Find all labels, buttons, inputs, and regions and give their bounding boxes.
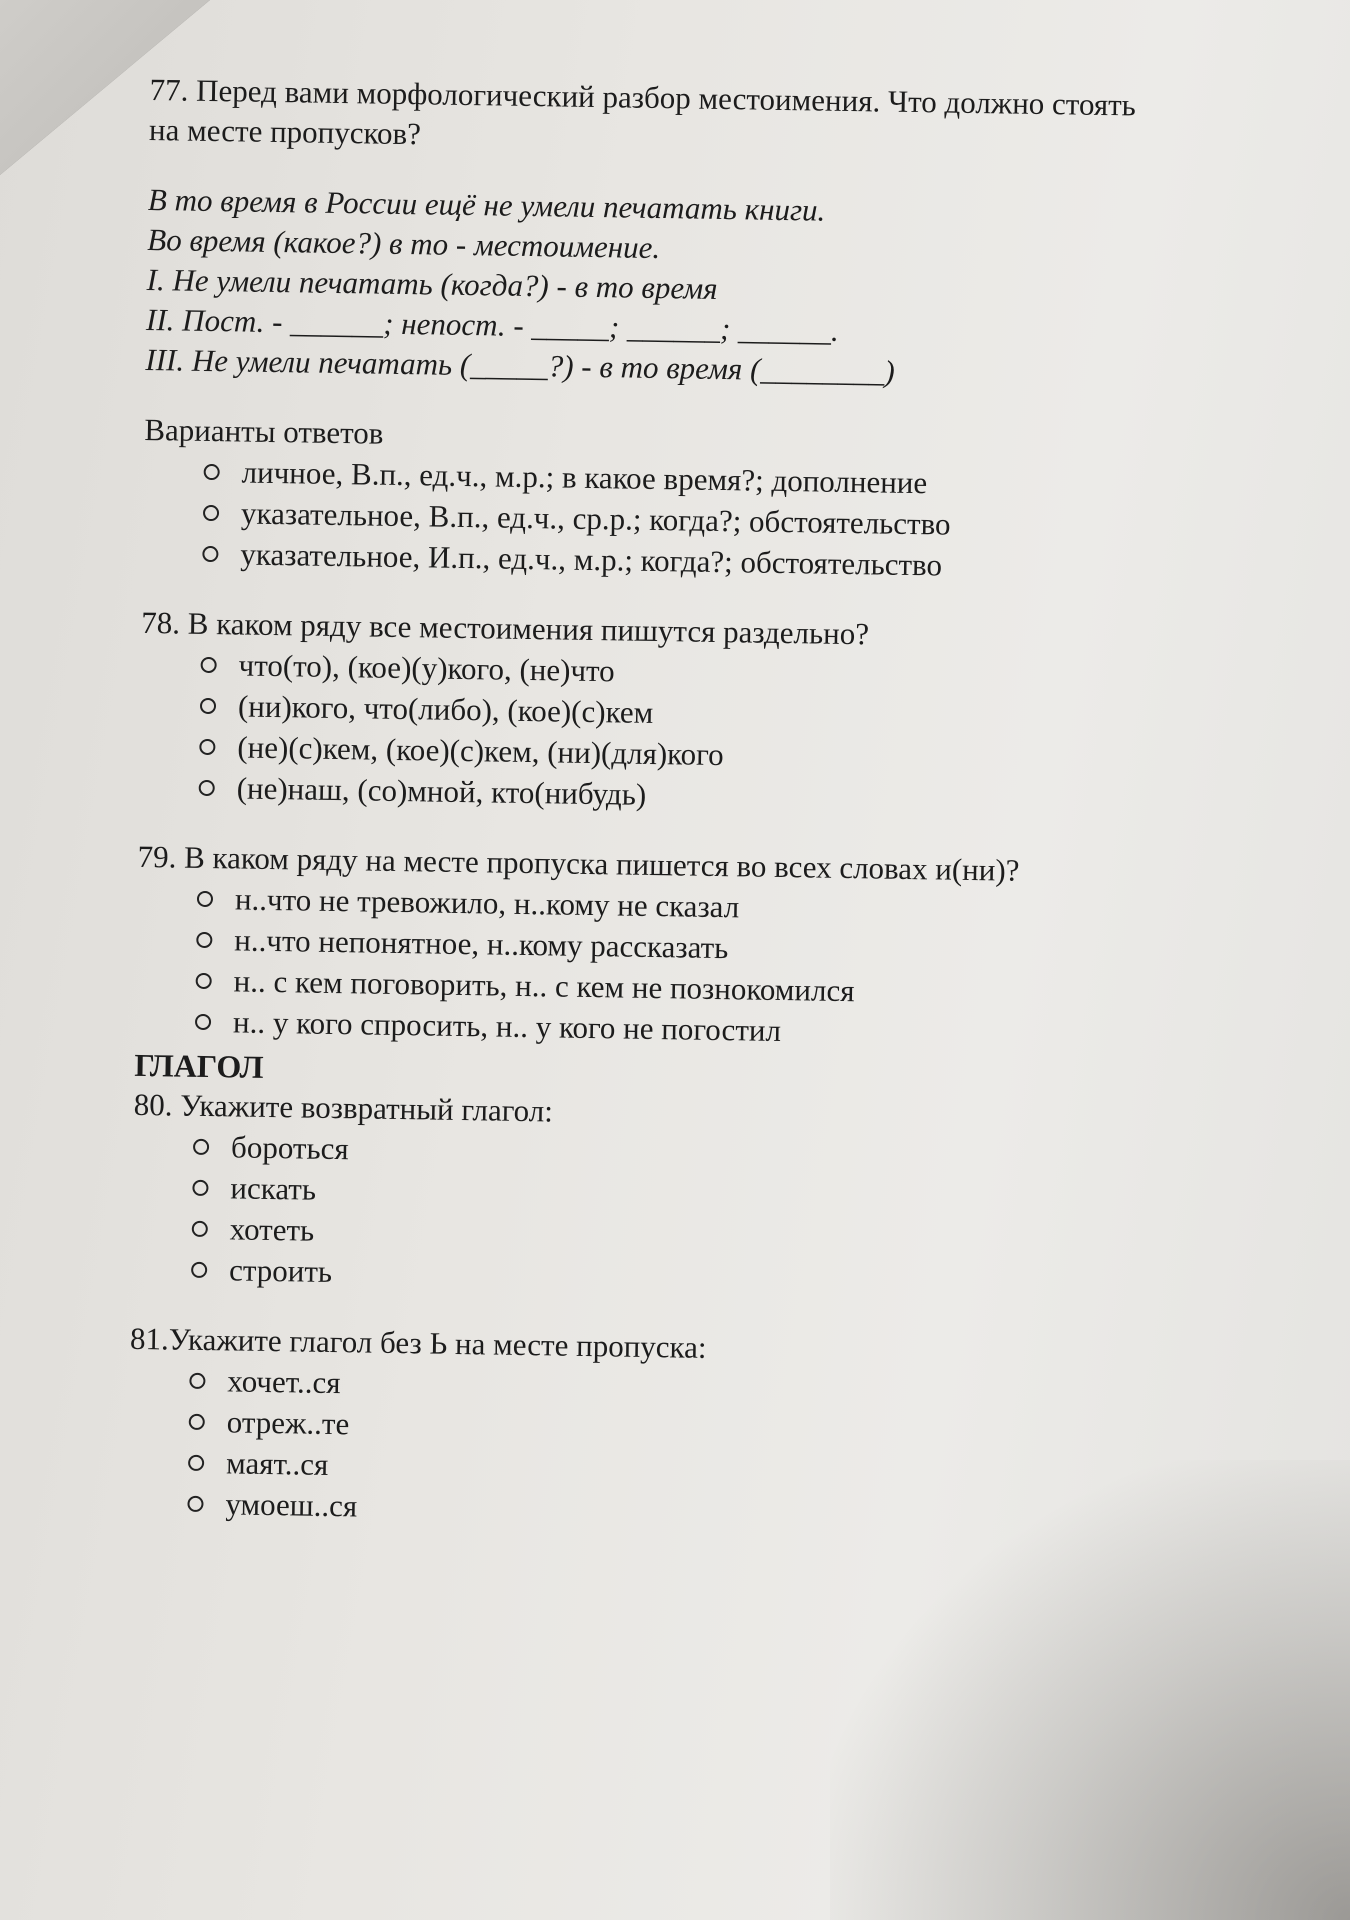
option-label: указательное, В.п., ед.ч., ср.р.; когда?; обстоятельство xyxy=(240,494,951,542)
question-81 xyxy=(127,1319,1310,1542)
parse-line: II. Пост. - ______; непост. - _____; ______; ______. xyxy=(145,301,840,348)
option-label: отреж..те xyxy=(226,1403,350,1441)
option-label: н..что не тревожило, н..кому не сказал xyxy=(234,880,740,924)
question-80 xyxy=(131,1085,1314,1308)
question-81-options xyxy=(127,1359,1309,1542)
radio-icon[interactable] xyxy=(197,890,213,906)
option-label: искать xyxy=(230,1169,317,1207)
radio-icon[interactable] xyxy=(193,1138,209,1154)
question-78-options xyxy=(138,643,1320,826)
option-label: н..что непонятное, н..кому рассказать xyxy=(234,921,729,965)
parse-line: В то время в России ещё не умели печатать книги. xyxy=(147,181,826,228)
radio-icon[interactable] xyxy=(192,1220,208,1236)
radio-icon[interactable] xyxy=(203,504,219,520)
question-78-title: 78. В каком ряду все местоимения пишутся раздельно? xyxy=(141,604,870,652)
parse-line: Во время (какое?) в то - местоимение. xyxy=(147,221,661,266)
radio-icon[interactable] xyxy=(196,972,212,988)
option-label: строить xyxy=(228,1251,333,1289)
option-label: указательное, И.п., ед.ч., м.р.; когда?; обстоятельство xyxy=(240,535,943,582)
radio-icon[interactable] xyxy=(196,931,212,947)
question-79-options xyxy=(135,877,1317,1060)
question-79-title: 79. В каком ряду на месте пропуска пишется во всех словах и(ни)? xyxy=(137,838,1020,888)
option-label: бороться xyxy=(230,1128,349,1166)
parse-line: III. Не умели печатать (_____?) - в то время (________) xyxy=(145,341,896,389)
radio-icon[interactable] xyxy=(192,1179,208,1195)
parse-line: I. Не умели печатать (когда?) - в то время xyxy=(146,261,718,306)
option-label: н.. с кем поговорить, н.. с кем не познокомился xyxy=(233,962,855,1008)
question-81-title: 81.Укажите глагол без Ь на месте пропуска: xyxy=(129,1320,707,1365)
question-80-options xyxy=(131,1125,1313,1308)
question-78 xyxy=(138,603,1321,826)
radio-icon[interactable] xyxy=(200,697,216,713)
radio-icon[interactable] xyxy=(189,1372,205,1388)
radio-icon[interactable] xyxy=(199,738,215,754)
question-77-title-line1: 77. Перед вами морфологический разбор местоимения. Что должно стоять xyxy=(149,71,1137,123)
option-label: что(то), (кое)(у)кого, (не)что xyxy=(238,646,615,688)
option-label: хочет..ся xyxy=(227,1362,341,1400)
option-label: маят..ся xyxy=(225,1444,329,1482)
worksheet xyxy=(127,70,1330,1541)
option-label: н.. у кого спросить, н.. у кого не погостил xyxy=(232,1003,782,1048)
answers-heading: Варианты ответов xyxy=(144,411,384,451)
question-77-options xyxy=(142,450,1324,592)
radio-icon[interactable] xyxy=(204,463,220,479)
option-label: (не)наш, (со)мной, кто(нибудь) xyxy=(236,769,647,812)
question-79 xyxy=(135,837,1318,1060)
option-label: (ни)кого, что(либо), (кое)(с)кем xyxy=(237,687,654,730)
radio-icon[interactable] xyxy=(191,1261,207,1277)
question-77 xyxy=(142,70,1330,591)
radio-icon[interactable] xyxy=(187,1495,203,1511)
question-77-title-line2: на месте пропусков? xyxy=(148,111,422,152)
radio-icon[interactable] xyxy=(195,1013,211,1029)
option-label: личное, В.п., ед.ч., м.р.; в какое время?; дополнение xyxy=(241,453,928,500)
radio-icon[interactable] xyxy=(199,779,215,795)
radio-icon[interactable] xyxy=(188,1454,204,1470)
question-80-title: 80. Укажите возвратный глагол: xyxy=(133,1086,554,1129)
question-77-parse xyxy=(145,180,1328,399)
option-label: умоеш..ся xyxy=(225,1485,358,1523)
radio-icon[interactable] xyxy=(202,545,218,561)
radio-icon[interactable] xyxy=(189,1413,205,1429)
radio-icon[interactable] xyxy=(201,656,217,672)
option-label: (не)(с)кем, (кое)(с)кем, (ни)(для)кого xyxy=(237,728,724,772)
option-label: хотеть xyxy=(229,1210,315,1248)
section-heading: ГЛАГОЛ xyxy=(134,1046,264,1085)
